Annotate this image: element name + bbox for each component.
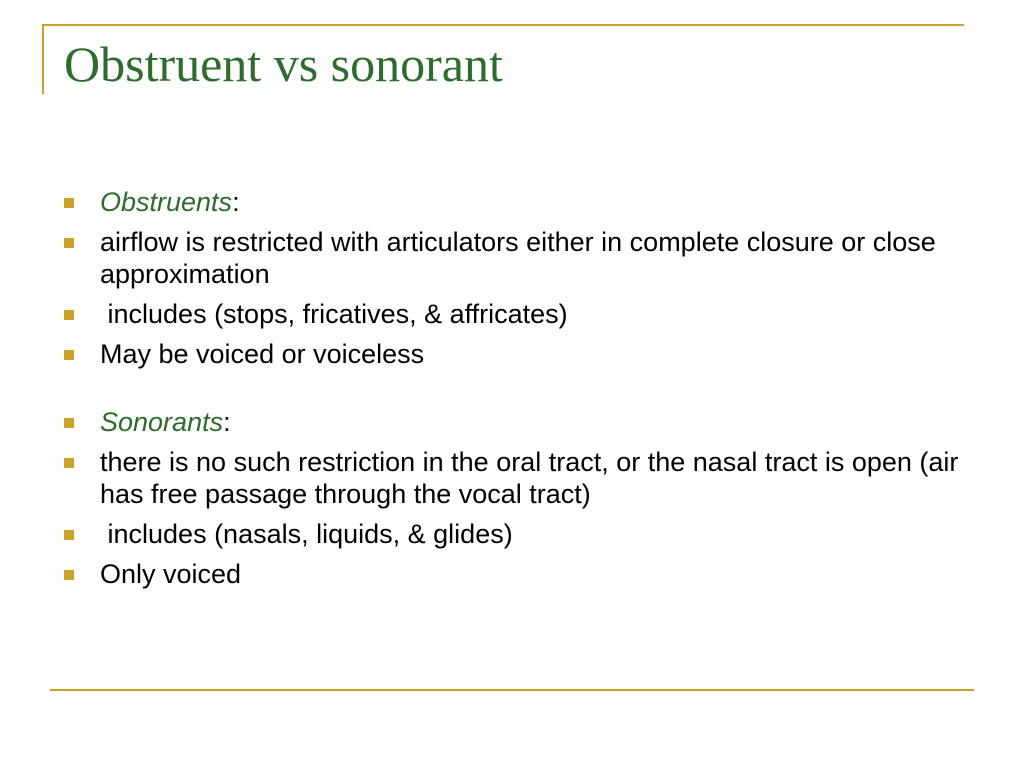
bullet-item-obstruents bbox=[62, 186, 962, 218]
square-bullet-icon bbox=[64, 310, 74, 320]
bullet-item-obstruent-includes bbox=[62, 298, 962, 330]
frame-bottom-rule bbox=[50, 689, 974, 691]
term-sonorants: Sonorants bbox=[100, 407, 224, 437]
term-obstruents: Obstruents bbox=[100, 187, 233, 217]
frame-top-rule bbox=[42, 24, 964, 26]
bullet-item-sonorants bbox=[62, 406, 962, 438]
bullet-text: includes (nasals, liquids, & glides) bbox=[100, 519, 513, 549]
bullet-list bbox=[62, 186, 962, 598]
bullet-item-voicing bbox=[62, 338, 962, 370]
square-bullet-icon bbox=[64, 238, 74, 248]
term-suffix: : bbox=[223, 407, 231, 437]
slide-title: Obstruent vs sonorant bbox=[64, 36, 503, 92]
bullet-item-sonorant-includes bbox=[62, 518, 962, 550]
term-suffix: : bbox=[232, 187, 240, 217]
bullet-item-no-restriction bbox=[62, 446, 962, 510]
square-bullet-icon bbox=[64, 198, 74, 208]
bullet-text: airflow is restricted with articulators either in complete closure or close approximation bbox=[100, 227, 936, 289]
square-bullet-icon bbox=[64, 530, 74, 540]
bullet-item-airflow bbox=[62, 226, 962, 290]
square-bullet-icon bbox=[64, 418, 74, 428]
square-bullet-icon bbox=[64, 458, 74, 468]
bullet-text: there is no such restriction in the oral tract, or the nasal tract is open (air has free passage through the vocal tract) bbox=[100, 447, 959, 509]
square-bullet-icon bbox=[64, 350, 74, 360]
bullet-text: Only voiced bbox=[100, 559, 242, 589]
frame-left-rule bbox=[42, 24, 44, 94]
bullet-text: May be voiced or voiceless bbox=[100, 339, 425, 369]
square-bullet-icon bbox=[64, 570, 74, 580]
bullet-item-only-voiced bbox=[62, 558, 962, 590]
bullet-text: includes (stops, fricatives, & affricates) bbox=[100, 299, 568, 329]
